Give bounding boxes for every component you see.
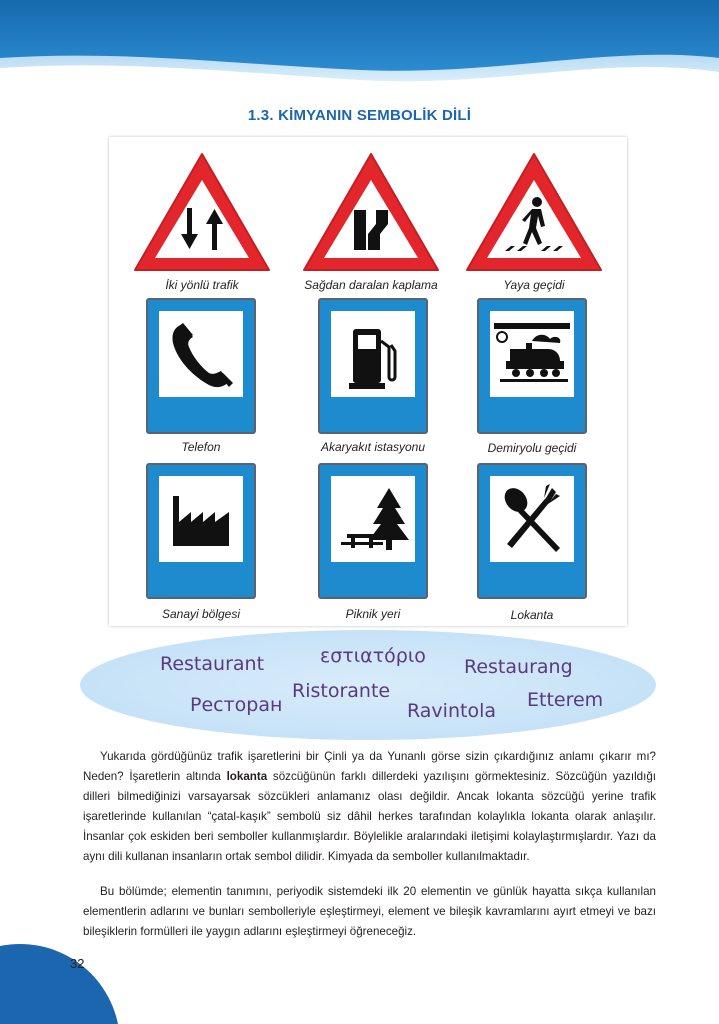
fork-knife-icon (490, 476, 574, 562)
caption-picnic-area: Piknik yeri (345, 607, 401, 621)
picnic-tree-icon (331, 476, 415, 562)
word-greek: εστιατόριο (320, 645, 426, 667)
picnic-area-sign (318, 463, 428, 599)
caption-two-way-traffic: İki yönlü trafik (165, 278, 239, 292)
fuel-station-sign (318, 298, 428, 434)
word-finnish: Ravintola (407, 700, 496, 722)
train-icon (490, 311, 574, 397)
telephone-icon (159, 311, 243, 397)
caption-road-narrows: Sağdan daralan kaplama (304, 278, 438, 292)
word-russian: Ресторан (190, 694, 283, 716)
caption-industrial-zone: Sanayi bölgesi (161, 607, 241, 621)
word-swedish: Restaurang (464, 656, 573, 678)
word-hungarian: Etterem (527, 689, 604, 711)
paragraph-1-part-1: Yukarıda gördüğünüz trafik işaretlerini bir Çinli ya da Yunanlı görse sizin çıkardığınız anlamı çıkarır mı? Neden? İşaretlerin altında (83, 750, 656, 783)
caption-fuel-station: Akaryakıt istasyonu (320, 440, 426, 454)
pedestrian-crossing-sign (463, 150, 605, 276)
factory-icon (159, 476, 243, 562)
caption-pedestrian-crossing: Yaya geçidi (503, 278, 565, 292)
body-paragraph-2 (83, 882, 656, 942)
restaurant-sign (477, 463, 587, 599)
road-narrows-right-sign (300, 150, 442, 276)
page-number: 32 (70, 956, 85, 971)
two-way-traffic-sign (131, 150, 273, 276)
paragraph-2-text: Bu bölümde; elementin tanımını, periyodik sistemdeki ilk 20 elementin ve günlük hayatta sıkça kullanılan elementlerin adlarını ve bunları sembolleriyle eşleştirmeyi, element ve bileşik kavramlarını ayırt etmeyi ve bazı bileşiklerin formülleri ile yaygın adlarını eşleştirmeyi öğreneceğiz. (83, 885, 656, 938)
caption-restaurant: Lokanta (510, 608, 554, 622)
header-wave-banner (0, 0, 719, 95)
caption-railway-crossing: Demiryolu geçidi (487, 441, 577, 455)
paragraph-1-part-2: sözcüğünün farklı dillerdeki yazılışını görmektesiniz. Sözcüğün yazıldığı dilleri bilmediğinizi varsayarsak sözcükleri anlamanız olası değildir. Ancak lokanta sözcüğü yerine trafik işaretlerinde kullanılan “çatal-kaşık” sembolü siz dâhil herkes tarafından kolaylıkla lokanta olarak anlaşılır. İnsanlar çok eskiden beri semboller kullanmışlardır. Böylelikle aralarındaki iletişimi kolaylaştırmışlardır. Yazı da aynı dili kullanan insanların ortak sembol dilidir. Kimyada da semboller kullanılmaktadır. (83, 770, 656, 863)
caption-telephone: Telefon (181, 440, 221, 454)
fuel-pump-icon (331, 311, 415, 397)
word-italian: Ristorante (292, 680, 391, 702)
body-paragraph-1 (83, 747, 656, 867)
industrial-zone-sign (146, 463, 256, 599)
section-title: 1.3. KİMYANIN SEMBOLİK DİLİ (247, 107, 472, 124)
corner-circle-decoration (0, 944, 120, 1024)
bold-word-lokanta: lokanta (226, 770, 268, 783)
telephone-sign (146, 298, 256, 434)
word-english: Restaurant (160, 653, 265, 675)
railway-crossing-sign (477, 298, 587, 434)
